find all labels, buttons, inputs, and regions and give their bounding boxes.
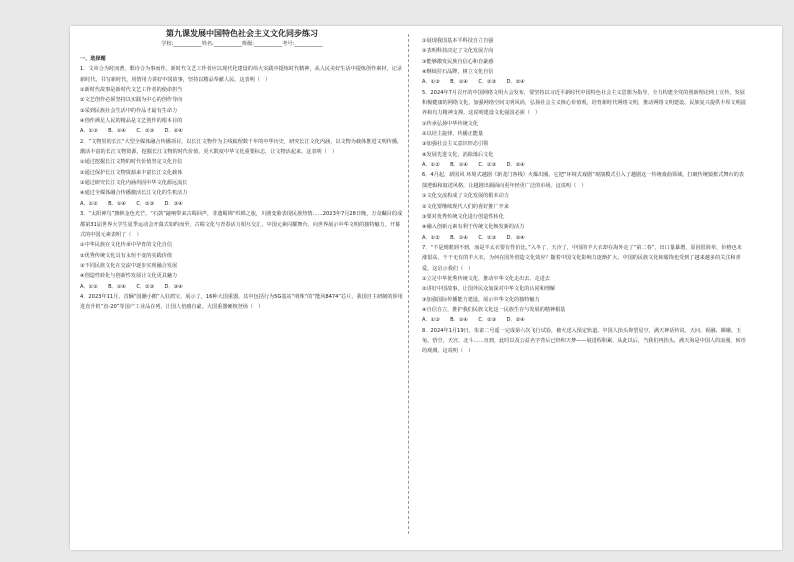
- document-page: [70, 26, 782, 550]
- q5-option-1: ①传承弘扬中华传统文化: [422, 120, 479, 127]
- q3-option-2: ②优秀传统文化具有永恒不变的实践价值: [80, 252, 172, 259]
- q6-option-3: ③要对优秀传统文化进行创造性转化: [422, 213, 504, 220]
- question-8: 8．2024年1月19日，朱雀二号遥一完成第六次飞行试验，被火送入预定轨道。中国人抬头仰望星空，满天神话传说，天问、祝融、嫦娥、玉兔、悟空、天宫、北斗……直到，此时以及公益名字背后已经积天梦——展进程积累，从此以后，当我们再抬头，满天海是中国人的浪漫，转语的观测。这说明（ ）: [422, 327, 746, 355]
- q3-option-1: ①中华民族在文化传承中孕育的文化自信: [80, 242, 172, 249]
- q5-option-2: ②以培主旋律，传播正能量: [422, 131, 484, 138]
- q2-option-1: ①通过挖掘长江文物的时代价值坚定文化自信: [80, 159, 183, 166]
- q7-choices: A．①③ B．①④ C．②③ D．②④: [422, 317, 525, 324]
- q4-option-1: ①展现我国基本平科技自立自强: [422, 38, 494, 44]
- q2-choices: A．①② B．①④ C．②③ D．③④: [80, 200, 183, 207]
- question-6: 6．4月起，新国风 环境式越剧《新龙门客栈》火爆出圈。它把“环境式戏剧”观演模式引入了越剧这一传统戏曲领域，打破传统镜框式舞台的表演逻辑和叙述风格，让越剧出圈面向更年轻更广泛的市场。这说明（ ）: [422, 172, 744, 189]
- question-7: 7．“不是到眼到不到，而是羊太衣要有性价比。”入冬了，天冷了，中国的羊大衣却在海外走了“第二春”，出口量暴增，原因很简单，价格也未涨很高，干干无有的羊大衣，为何在国外创造文化效应？随着中国文化影响力逐渐扩大，中国的民族文化和服饰也受到了越来越多的关注和喜爱。这启示我们（ ）: [422, 244, 742, 272]
- q3-option-3: ③不同民族文化在交流中逐步实现融合发展: [80, 262, 178, 269]
- q4-option-3: ③能够激发民族自信心和自豪感: [422, 58, 494, 65]
- q7-option-4: ④自信自立，推护我们民族文化这一民族生存与发展的精神根基: [422, 306, 566, 313]
- question-3: 3．“太阳神鸟”旗帜金色光芒、“石鼓”敲响带来古蜀回声，非遗蜀锦“织锦之旅，川剧变脸表现民族热情……2023年7月28日晚，万众瞩目的成都第31届世界大学生夏季运动会开幕式如约而至，古蜀文化与青春活力相互交汇，中国元素闪耀舞台，向世界展示中华文明的独特魅力。开幕式的中国元素表明了（ ）: [80, 211, 403, 238]
- document-title: 第九课发展中国特色社会主义文化同步练习: [166, 29, 318, 38]
- q7-option-2: ②讲好中国故事，让国外民众加深对中华文化的认同和理解: [422, 286, 556, 293]
- q2-option-4: ④通过全媒体融合传播激活长江文化的生机活力: [80, 190, 188, 197]
- student-info-line: 学校:___________姓名:___________班级:___________考号:___________: [161, 41, 323, 47]
- question-1: 1．文章合为时而著，歌诗合为事而作。新时代文艺工作者应以现代化建设的伟大实践中提炼时代精神，从人民美好生活中提炼创作素材，记录新时代、书写新时代，用情用力讲好中国故事，坚持以精品奉献人民。这表明（ ）: [80, 66, 402, 83]
- q6-choices: A．①② B．①④ C．②③ D．③④: [422, 234, 525, 241]
- question-4: 4．2023年11月，首辆“国潮小鹅”入驻鸿宝，展示了，16种大国重器，其中包括行为5G基站“明珠”的“能风8474”芯片、我国自主研制的涉用进直升机“直-20”等国产工业品在列，让国人倍感自豪。大国重器硬核登场（ ）: [80, 293, 403, 311]
- question-5: 5．2024年7月召开的中国网络文明大会发布，要坚持以习近平新时代中国特色社会主义思想为指导，全力构建全党的创新理论网上宣传，发展积极健康的网络文化，加强网络空间文明风尚，弘扬社会主义核心价值观，培育新时代网络文明，推动网络文明建设、民族复兴提供丰厚文明滋养和有力精神支撑。这说明建设文化强国必须（ ）: [422, 89, 746, 117]
- q2-option-2: ②通过保护长江文物资源来丰富长江文化载体: [80, 169, 183, 176]
- left-column: [80, 29, 404, 313]
- q1-option-4: ④创作满足人民的精品是文艺创作的根本目的: [80, 118, 183, 125]
- q5-option-3: ③加强社会主义意识形态引领: [422, 141, 489, 148]
- q3-choices: A．①② B．①④ C．②③ D．③④: [80, 283, 183, 290]
- q1-choices: A．①③ B．①④ C．②③ D．②④: [80, 128, 183, 135]
- question-2: 2．“文物里的长江”大型全媒体融合传播项目，以长江文物作为主线梳理数千年的中华历史，研究长江文化内涵，以文物为载体推进文明传播，激活丰富的长江文物资源，挖掘长江文物的时代价值，更大限度中华文化重要标志，让文物活起来。这表明（ ）: [80, 138, 403, 156]
- q6-option-4: ④融入创新元素有利于传统文化焕发新的活力: [422, 224, 525, 231]
- section-heading: 一、选择题: [80, 56, 106, 62]
- q1-option-2: ②文艺创作必须坚持以实践为中心的创作导向: [80, 97, 183, 104]
- column-divider: [408, 34, 409, 534]
- q6-option-1: ①文化交流构成了文化发展的根本动力: [422, 193, 509, 200]
- q4-choices: A．①③ B．①④ C．②③ D．②④: [422, 79, 525, 86]
- q7-option-3: ③加强国际传播能力建设，展示中华文化的独特魅力: [422, 296, 540, 303]
- q1-option-1: ①新时代故事是新时代文艺工作者的使命担当: [80, 87, 183, 94]
- q4-option-4: ④继续拉石品牌，树立文化自信: [422, 69, 494, 76]
- right-column: [422, 36, 746, 357]
- q5-option-4: ④发展先进文化，消除落后文化: [422, 151, 494, 158]
- q4-option-2: ②表明科技决定了文化发展方向: [422, 48, 494, 55]
- q3-option-4: ④创造性转化与创新性发展让文化更具魅力: [80, 273, 178, 280]
- q1-option-3: ③采到民族社会生活中的作品才最有生命力: [80, 107, 178, 114]
- q6-option-2: ②文化要继续现代人们的喜好推广开来: [422, 203, 509, 210]
- q5-choices: A．①② B．①④ C．②③ D．②④: [422, 162, 525, 169]
- q7-option-1: ①立足中华优秀传统文化，推动中华文化走出去、走进去: [422, 275, 550, 282]
- q2-option-3: ③通过研究长江文化内涵巩固中华文化源远流长: [80, 180, 188, 187]
